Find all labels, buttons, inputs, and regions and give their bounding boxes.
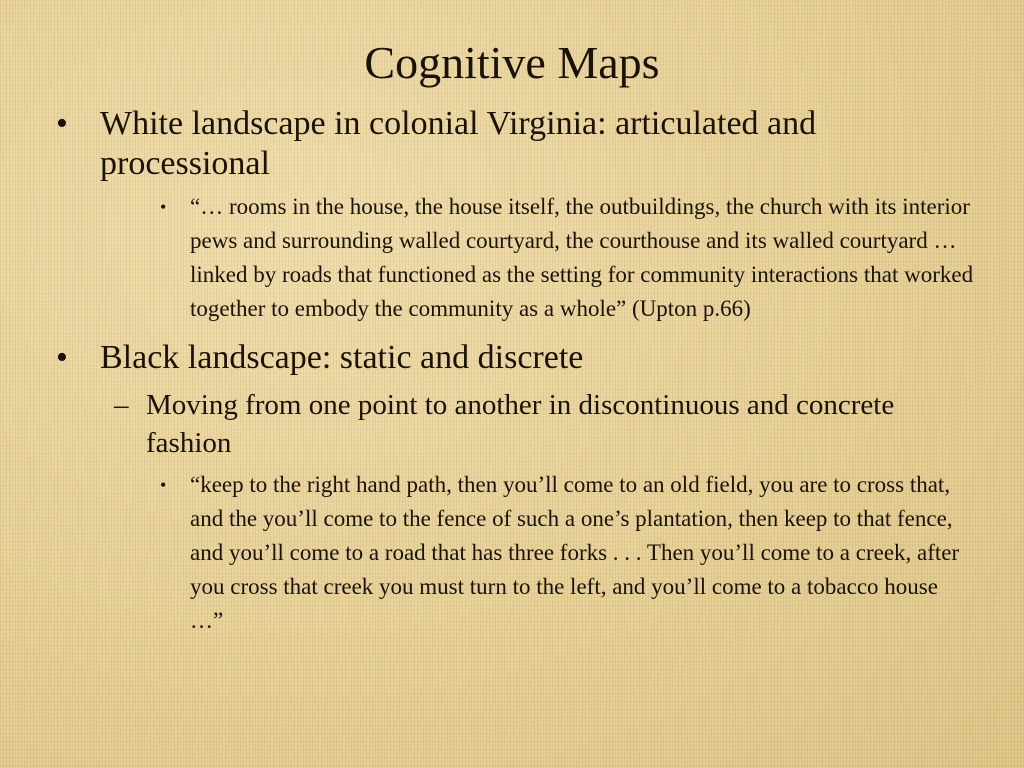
bullet-text: Black landscape: static and discrete [100,339,584,376]
bullet-icon: • [56,339,68,376]
bullet-item-white-landscape [56,104,976,184]
dash-text: Moving from one point to another in discontinuous and concrete fashion [146,389,895,459]
bullet-item-black-landscape [56,338,976,378]
dash-item-moving [100,386,976,462]
quote-text: “… rooms in the house, the house itself, the outbuildings, the church with its interior pews and surrounding walled courtyard, the courthouse and its walled courtyard … linked by roads that functioned as the setting for community interactions that worked together to embody the community as a whole” (Upton p.66) [190,194,974,321]
bullet-icon: • [160,197,167,217]
slide-title: Cognitive Maps [364,37,660,88]
bullet-icon: • [160,475,167,495]
bullet-icon: • [56,105,68,142]
sub-bullet-directions-quote [156,468,976,638]
sub-bullet-upton-quote [156,190,976,326]
bullet-text: White landscape in colonial Virginia: articulated and processional [100,105,817,182]
slide-content [56,104,976,638]
dash-icon: – [114,389,129,421]
quote-text: “keep to the right hand path, then you’ll come to an old field, you are to cross that, and the you’ll come to the fence of such a one’s plantation, then keep to that fence, and you’ll come to a road that has three forks . . . Then you’ll come to a creek, after you cross that creek you must turn to the left, and you’ll come to a tobacco house …” [190,472,960,633]
